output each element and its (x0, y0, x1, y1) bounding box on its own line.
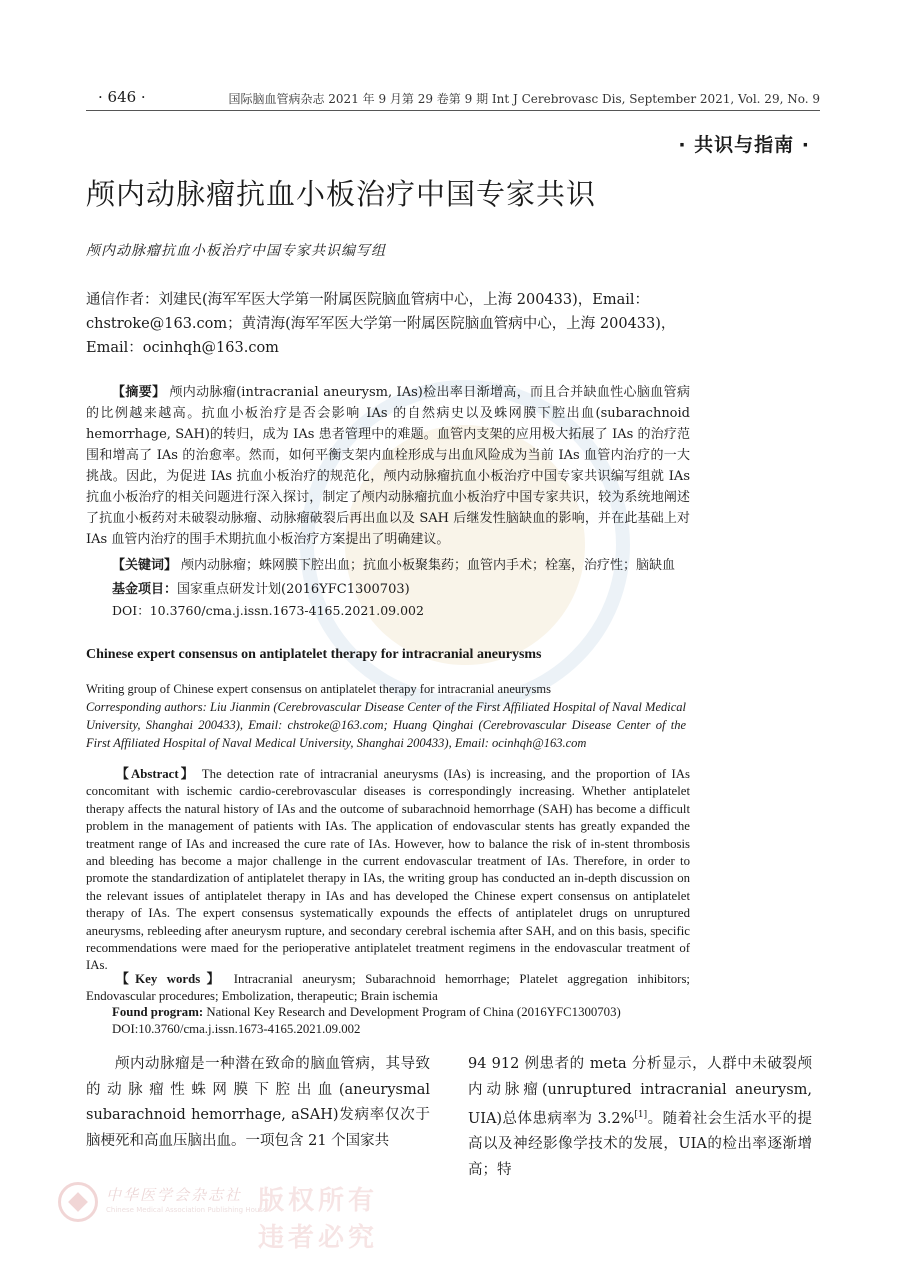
fund-en-label: Found program: (112, 1005, 204, 1019)
keywords-en-label: 【Key words】 (116, 972, 226, 986)
body-right-text-b: 。随着社会生活水平的提高以及神经影像学技术的发展，UIA的检出率逐渐增高；特 (468, 1110, 812, 1178)
header-rule (86, 110, 820, 111)
keywords-cn-text: 颅内动脉瘤；蛛网膜下腔出血；抗血小板聚集药；血管内手术；栓塞，治疗性；脑缺血 (181, 558, 676, 573)
fund-en (112, 1005, 621, 1020)
keywords-cn-label: 【关键词】 (112, 558, 178, 573)
publisher-name-cn: 中华医学会杂志社 (106, 1186, 243, 1204)
abstract-en-text: The detection rate of intracranial aneurysms (IAs) is increasing, and the proportion of IAs concomitant with ischemic cardio-cerebrovascular diseases is correspondingly increasing. Whether antiplatelet therapy affects the natural history of IAs and the outcome of subarachnoid hemorrhage (SAH) has become a difficult problem in the management of patients with IAs. The application of endovascular stents has greatly expanded the treatment range of IAs and increased the cure rate of IAs. However, how to balance the risk of in-stent thrombosis and bleeding has become a major challenge in the current endovascular treatment of IAs. Therefore, in order to promote the standardization of antiplatelet therapy in IAs, the writing group has conducted an in-depth discussion on the relevant issues of antiplatelet therapy in IAs and has developed the Chinese expert consensus on antiplatelet therapy of IAs. The expert consensus systematically expounds the effects of antiplatelet drugs on unruptured aneurysms, rebleeding after aneurysm rupture, and secondary cerebral ischemia after SAH, and on this basis, specific recommendations were maed for the perioperative antiplatelet treatment regimens in the endovascular treatment of IAs. (86, 767, 690, 973)
running-head: 国际脑血管病杂志 2021 年 9 月第 29 卷第 9 期 Int J Cerebrovasc Dis, September 2021, Vol. 29, No. 9 (228, 92, 820, 106)
article-title-cn: 颅内动脉瘤抗血小板治疗中国专家共识 (86, 177, 597, 211)
author-group-cn: 颅内动脉瘤抗血小板治疗中国专家共识编写组 (86, 243, 386, 259)
abstract-cn (86, 382, 690, 550)
keywords-cn (112, 555, 690, 576)
publisher-logo (58, 1178, 418, 1253)
body-right-text-a: 94 912 例患者的 meta 分析显示，人群中未破裂颅内动脉瘤(unruptured intracranial aneurysm, UIA)总体患病率为 3.2% (468, 1056, 812, 1127)
author-group-en: Writing group of Chinese expert consensus on antiplatelet therapy for intracranial aneurysms (86, 682, 551, 696)
fund-en-text: National Key Research and Development Program of China (2016YFC1300703) (206, 1005, 621, 1019)
correspondence-cn: 通信作者：刘建民(海军军医大学第一附属医院脑血管病中心，上海 200433)，Email：chstroke@163.com；黄清海(海军军医大学第一附属医院脑血管病中心，上海 200433)，Email：ocinhqh@163.com (86, 292, 676, 356)
column-tag: · 共识与指南 · (678, 134, 810, 156)
keywords-en-text: Intracranial aneurysm; Subarachnoid hemorrhage; Platelet aggregation inhibitors; Endovascular procedures; Embolization, therapeutic; Brain ischemia (86, 972, 690, 1004)
fund-cn-label: 基金项目： (112, 582, 178, 597)
fund-cn (112, 578, 410, 597)
page-number: · 646 · (98, 88, 146, 106)
keywords-en (86, 971, 690, 1006)
abstract-en (86, 766, 690, 975)
fund-cn-text: 国家重点研发计划(2016YFC1300703) (177, 582, 410, 597)
reference-marker[interactable]: [1] (634, 1110, 648, 1120)
body-column-right (468, 1052, 812, 1183)
correspondence-en: Corresponding authors: Liu Jianmin (Cerebrovascular Disease Center of the First Affiliated Hospital of Naval Medical University, Shanghai 200433), Email: chstroke@163.com; Huang Qinghai (Cerebrovascular Disease Center of the First Affiliated Hospital of Naval Medical University, Shanghai 200433), Email: ocinhqh@163.com (86, 700, 686, 750)
doi-cn[interactable]: DOI：10.3760/cma.j.issn.1673-4165.2021.09.002 (112, 603, 424, 618)
abstract-en-label: 【Abstract】 (116, 767, 196, 781)
copyright-watermark: 版权所有 违者必究 (258, 1186, 379, 1253)
publisher-name-en: Chinese Medical Association Publishing House (106, 1206, 268, 1214)
publisher-seal-icon (58, 1182, 98, 1222)
abstract-cn-text: 颅内动脉瘤(intracranial aneurysm, IAs)检出率日渐增高，而且合并缺血性心脑血管病的比例越来越高。抗血小板治疗是否会影响 IAs 的自然病史以及蛛网膜下腔出血(subarachnoid hemorrhage, SAH)的转归，成为 IAs 患者管理中的难题。血管内支架的应用极大拓展了 IAs 的治疗范围和增高了 IAs 的治愈率。然而，如何平衡支架内血栓形成与出血风险成为当前 IAs 血管内治疗的一大挑战。因此，为促进 IAs 抗血小板治疗的规范化，颅内动脉瘤抗血小板治疗中国专家共识编写组就 IAs 抗血小板治疗的相关问题进行深入探讨，制定了颅内动脉瘤抗血小板治疗中国专家共识，较为系统地阐述了抗血小板药对未破裂动脉瘤、动脉瘤破裂后再出血以及 SAH 后继发性脑缺血的影响，并在此基础上对 IAs 血管内治疗的围手术期抗血小板治疗方案提出了明确建议。 (86, 385, 690, 547)
abstract-cn-label: 【摘要】 (112, 385, 166, 400)
body-column-left: 颅内动脉瘤是一种潜在致命的脑血管病，其导致的动脉瘤性蛛网膜下腔出血(aneurysmal subarachnoid hemorrhage, aSAH)发病率仅次于脑梗死和高血压脑出血。一项包含 21 个国家共 (86, 1056, 430, 1149)
doi-en[interactable]: DOI:10.3760/cma.j.issn.1673-4165.2021.09.002 (112, 1022, 361, 1036)
article-title-en: Chinese expert consensus on antiplatelet therapy for intracranial aneurysms (86, 647, 542, 662)
